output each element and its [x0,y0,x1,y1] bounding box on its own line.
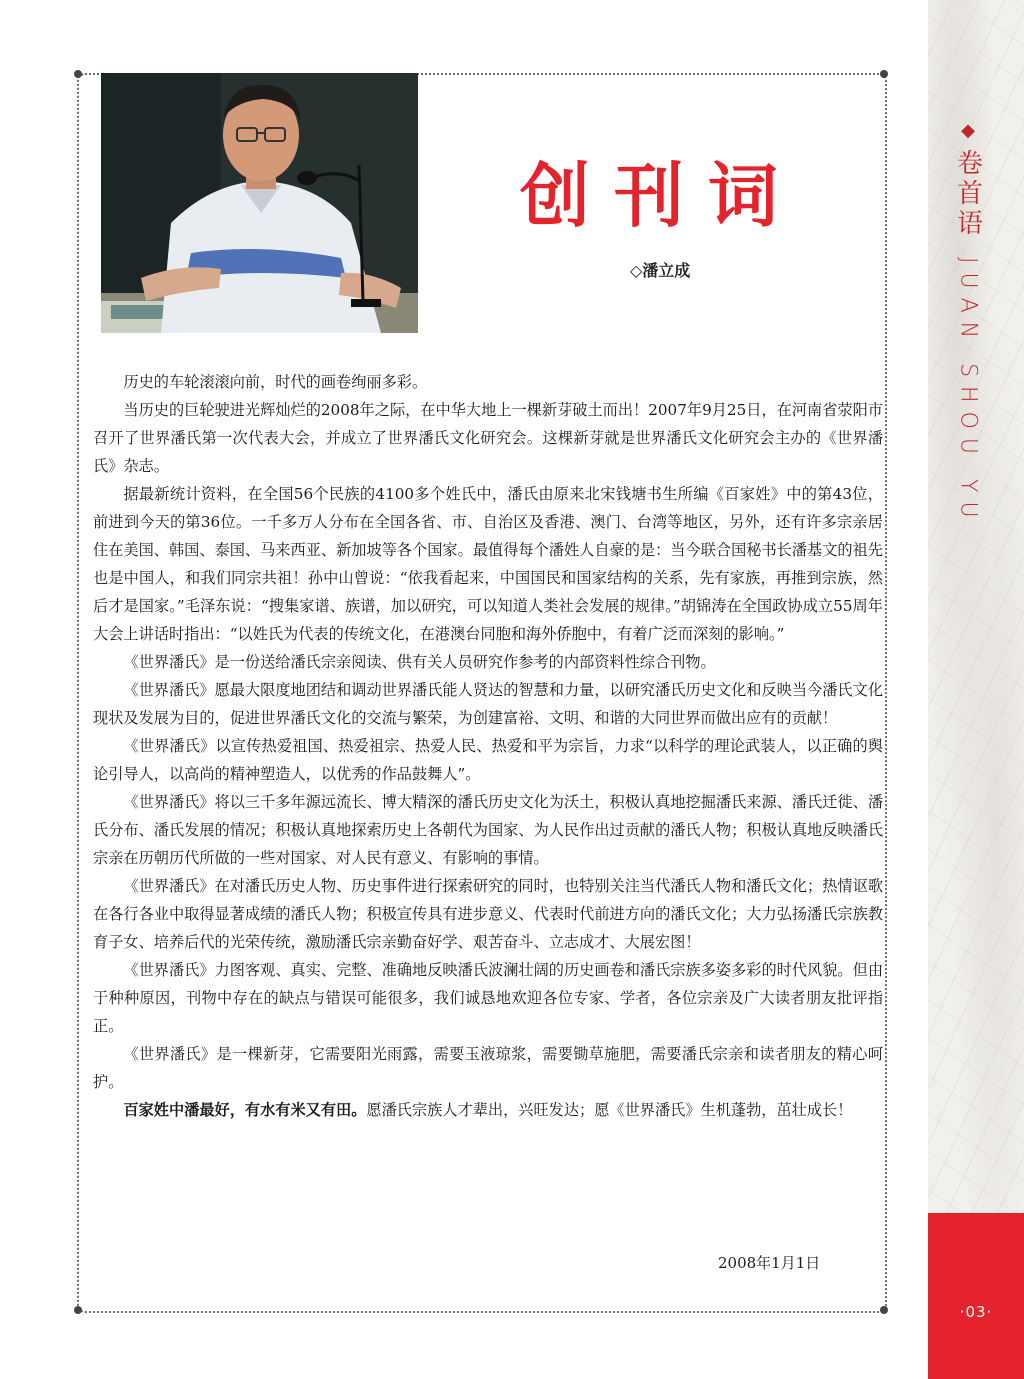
article-body [93,368,883,1124]
frame-corner-dot [74,70,82,78]
paragraph: 《世界潘氏》愿最大限度地团结和调动世界潘氏能人贤达的智慧和力量，以研究潘氏历史文化和反映当今潘氏文化现状及发展为目的，促进世界潘氏文化的交流与繁荣，为创建富裕、文明、和谐的大同世界而做出应有的贡献！ [93,681,883,727]
frame-corner-dot [880,70,888,78]
paragraph: 当历史的巨轮驶进光辉灿烂的2008年之际，在中华大地上一棵新芽破土而出！2007年9月25日，在河南省荥阳市召开了世界潘氏第一次代表大会，并成立了世界潘氏文化研究会。这棵新芽就是世界潘氏文化研究会主办的《世界潘氏》杂志。 [93,401,883,475]
section-label-en: JUAN SHOU YU [955,257,981,527]
frame-corner-dot [74,1306,82,1314]
page-title: 创刊词 [520,154,802,237]
author-byline: ◇潘立成 [630,261,691,280]
closing-paragraph [93,1096,883,1124]
page-number: ·03· [959,1303,993,1321]
paragraph: 《世界潘氏》是一棵新芽，它需要阳光雨露，需要玉液琼浆，需要锄草施肥，需要潘氏宗亲和读者朋友的精心呵护。 [93,1045,883,1091]
paragraph: 历史的车轮滚滚向前，时代的画卷绚丽多彩。 [123,373,428,391]
closing-bold-text: 百家姓中潘最好，有水有米又有田。 [123,1101,367,1119]
section-label [948,120,988,527]
paragraph: 《世界潘氏》以宣传热爱祖国、热爱祖宗、热爱人民、热爱和平为宗旨，力求“以科学的理论武装人，以正确的舆论引导人，以高尚的精神塑造人，以优秀的作品鼓舞人”。 [93,737,883,783]
paragraph: 《世界潘氏》将以三千多年源远流长、博大精深的潘氏历史文化为沃土，积极认真地挖掘潘氏来源、潘氏迁徙、潘氏分布、潘氏发展的情况；积极认真地探索历史上各朝代为国家、为人民作出过贡献的潘氏人物；积极认真地反映潘氏宗亲在历朝历代所做的一些对国家、对人民有意义、有影响的事情。 [93,793,883,867]
diamond-icon: ◆ [957,120,979,143]
article-date: 2008年1月1日 [718,1254,821,1272]
page-number-block [928,1213,1024,1379]
paragraph: 《世界潘氏》是一份送给潘氏宗亲阅读、供有关人员研究作参考的内部资料性综合刊物。 [123,653,716,671]
paragraph: 《世界潘氏》力图客观、真实、完整、准确地反映潘氏波澜壮阔的历史画卷和潘氏宗族多姿多彩的时代风貌。但由于种种原因，刊物中存在的缺点与错误可能很多，我们诚恳地欢迎各位专家、学者，各位宗亲及广大读者朋友批评指正。 [93,961,883,1035]
frame-corner-dot [880,1306,888,1314]
paragraph: 据最新统计资料，在全国56个民族的4100多个姓氏中，潘氏由原来北宋钱塘书生所编《百家姓》中的第43位，前进到今天的第36位。一千多万人分布在全国各省、市、自治区及香港、澳门、台湾等地区，另外，还有许多宗亲居住在美国、韩国、泰国、马来西亚、新加坡等各个国家。最值得每个潘姓人自豪的是：当今联合国秘书长潘基文的祖先也是中国人，和我们同宗共祖！孙中山曾说：“依我看起来，中国国民和国家结构的关系，先有家族，再推到宗族，然后才是国家。”毛泽东说：“搜集家谱、族谱，加以研究，可以知道人类社会发展的规律。”胡锦涛在全国政协成立55周年大会上讲话时指出：“以姓氏为代表的传统文化，在港澳台同胞和海外侨胞中，有着广泛而深刻的影响。” [93,485,883,643]
section-label-cn: 卷首语 [952,149,983,239]
paragraph: 《世界潘氏》在对潘氏历史人物、历史事件进行探索研究的同时，也特别关注当代潘氏人物和潘氏文化；热情讴歌在各行各业中取得显著成绩的潘氏人物；积极宣传具有进步意义、代表时代前进方向的潘氏文化；大力弘扬潘氏宗族教育子女、培养后代的光荣传统，激励潘氏宗亲勤奋好学、艰苦奋斗、立志成才、大展宏图！ [93,877,883,951]
author-portrait-photo [101,73,418,333]
closing-text: 愿潘氏宗族人才辈出，兴旺发达；愿《世界潘氏》生机蓬勃，茁壮成长！ [366,1101,853,1119]
portrait-illustration [101,73,418,333]
